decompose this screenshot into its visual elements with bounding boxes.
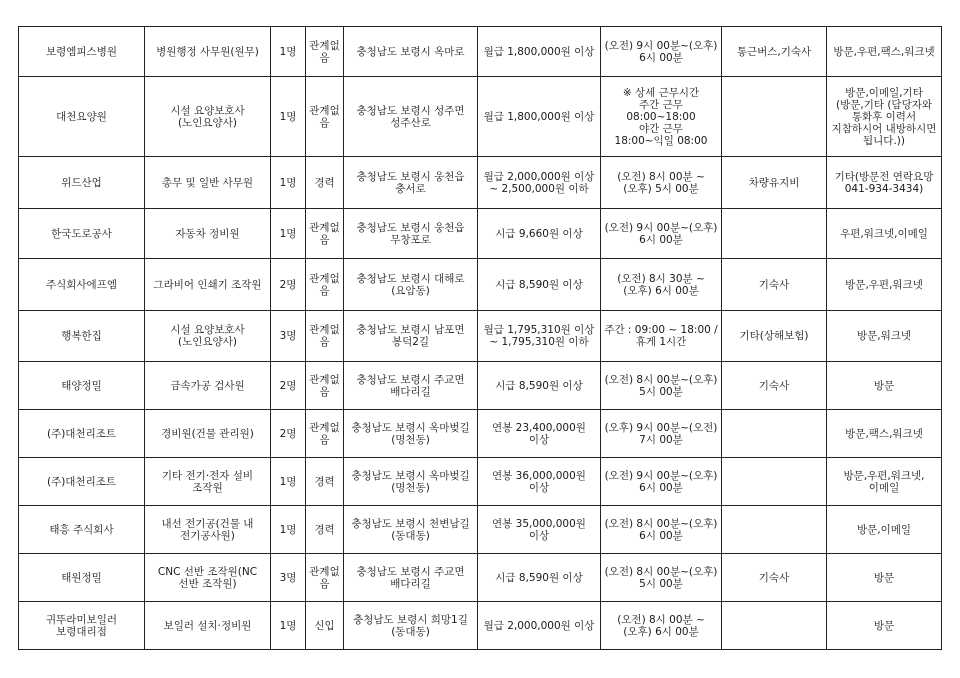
application-method-cell: 방문,이메일,기타 (방문,기타 (담당자와 통화후 이력서 지참하시어 내방하시면 됩니다.)) <box>827 77 942 157</box>
job-title-cell: 자동차 정비원 <box>145 209 271 259</box>
wage-cell: 월급 1,795,310원 이상 ~ 1,795,310원 이하 <box>478 311 601 362</box>
application-method-cell: 기타(방문전 연락요망 041-934-3434) <box>827 157 942 209</box>
application-method-cell: 우편,워크넷,이메일 <box>827 209 942 259</box>
table-row <box>19 77 942 157</box>
table-row <box>19 362 942 410</box>
job-title-cell: 시설 요양보호사(노인요양사) <box>145 311 271 362</box>
application-method-cell: 방문,우편,팩스,워크넷 <box>827 27 942 77</box>
experience-cell: 신입 <box>306 602 344 650</box>
working-hours-cell: (오전) 9시 00분~(오후) 6시 00분 <box>601 27 722 77</box>
headcount-cell: 2명 <box>271 410 306 458</box>
working-hours-cell: (오전) 8시 00분~(오후) 5시 00분 <box>601 554 722 602</box>
experience-cell: 관계없음 <box>306 259 344 311</box>
work-location-cell: 충청남도 보령시 웅천읍 충서로 <box>344 157 478 209</box>
application-method-cell: 방문,우편,워크넷, 이메일 <box>827 458 942 506</box>
headcount-cell: 1명 <box>271 209 306 259</box>
job-title-cell: 시설 요양보호사(노인요양사) <box>145 77 271 157</box>
job-title-cell: 기타 전기·전자 설비 조작원 <box>145 458 271 506</box>
headcount-cell: 3명 <box>271 311 306 362</box>
experience-cell: 관계없음 <box>306 77 344 157</box>
working-hours-cell: (오후) 9시 00분~(오전) 7시 00분 <box>601 410 722 458</box>
application-method-cell: 방문 <box>827 362 942 410</box>
wage-cell: 시급 8,590원 이상 <box>478 259 601 311</box>
application-method-cell: 방문,우편,워크넷 <box>827 259 942 311</box>
work-location-cell: 충청남도 보령시 주교면 배다리길 <box>344 554 478 602</box>
working-hours-cell: (오전) 8시 00분~(오후) 6시 00분 <box>601 506 722 554</box>
working-hours-cell: 주간 : 09:00 ~ 18:00 / 휴게 1시간 <box>601 311 722 362</box>
company-name-cell: 행복한집 <box>19 311 145 362</box>
company-name-cell: 보령엠피스병원 <box>19 27 145 77</box>
work-location-cell: 충청남도 보령시 남포면 봉덕2길 <box>344 311 478 362</box>
table-row <box>19 259 942 311</box>
company-name-cell: (주)대천리조트 <box>19 410 145 458</box>
job-title-cell: 그라비어 인쇄기 조작원 <box>145 259 271 311</box>
experience-cell: 경력 <box>306 458 344 506</box>
application-method-cell: 방문,팩스,워크넷 <box>827 410 942 458</box>
table-row <box>19 458 942 506</box>
wage-cell: 시급 9,660원 이상 <box>478 209 601 259</box>
company-name-cell: 대천요양원 <box>19 77 145 157</box>
application-method-cell: 방문,워크넷 <box>827 311 942 362</box>
table-row <box>19 209 942 259</box>
wage-cell: 연봉 35,000,000원 이상 <box>478 506 601 554</box>
experience-cell: 관계없음 <box>306 554 344 602</box>
experience-cell: 경력 <box>306 506 344 554</box>
application-method-cell: 방문,이메일 <box>827 506 942 554</box>
benefits-cell: 기숙사 <box>722 259 827 311</box>
working-hours-cell: ※ 상세 근무시간 주간 근무 08:00~18:00 야간 근무 18:00~익일 08:00 <box>601 77 722 157</box>
job-title-cell: 금속가공 검사원 <box>145 362 271 410</box>
company-name-cell: 주식회사에프엠 <box>19 259 145 311</box>
table-row <box>19 506 942 554</box>
wage-cell: 월급 1,800,000원 이상 <box>478 77 601 157</box>
benefits-cell <box>722 209 827 259</box>
table-row <box>19 311 942 362</box>
headcount-cell: 1명 <box>271 458 306 506</box>
working-hours-cell: (오전) 8시 30분 ~ (오후) 6시 00분 <box>601 259 722 311</box>
table-row <box>19 157 942 209</box>
working-hours-cell: (오전) 8시 00분 ~ (오후) 5시 00분 <box>601 157 722 209</box>
table-row <box>19 27 942 77</box>
headcount-cell: 2명 <box>271 362 306 410</box>
work-location-cell: 충청남도 보령시 옥마벚길 (명천동) <box>344 458 478 506</box>
company-name-cell: 태양정밀 <box>19 362 145 410</box>
wage-cell: 시급 8,590원 이상 <box>478 362 601 410</box>
table-row <box>19 554 942 602</box>
work-location-cell: 충청남도 보령시 옥마로 <box>344 27 478 77</box>
table-row <box>19 410 942 458</box>
headcount-cell: 3명 <box>271 554 306 602</box>
benefits-cell <box>722 602 827 650</box>
headcount-cell: 1명 <box>271 506 306 554</box>
experience-cell: 관계없음 <box>306 27 344 77</box>
wage-cell: 월급 2,000,000원 이상 <box>478 602 601 650</box>
work-location-cell: 충청남도 보령시 성주면 성주산로 <box>344 77 478 157</box>
work-location-cell: 충청남도 보령시 주교면 배다리길 <box>344 362 478 410</box>
wage-cell: 시급 8,590원 이상 <box>478 554 601 602</box>
work-location-cell: 충청남도 보령시 희망1길 (동대동) <box>344 602 478 650</box>
benefits-cell: 차량유지비 <box>722 157 827 209</box>
application-method-cell: 방문 <box>827 554 942 602</box>
company-name-cell: 태흥 주식회사 <box>19 506 145 554</box>
working-hours-cell: (오전) 9시 00분~(오후) 6시 00분 <box>601 458 722 506</box>
work-location-cell: 충청남도 보령시 웅천읍 무창포로 <box>344 209 478 259</box>
work-location-cell: 충청남도 보령시 천변남길 (동대동) <box>344 506 478 554</box>
working-hours-cell: (오전) 8시 00분 ~ (오후) 6시 00분 <box>601 602 722 650</box>
headcount-cell: 1명 <box>271 27 306 77</box>
wage-cell: 연봉 36,000,000원 이상 <box>478 458 601 506</box>
job-listings-table <box>18 26 942 650</box>
job-title-cell: 경비원(건물 관리원) <box>145 410 271 458</box>
company-name-cell: 귀뚜라미보일러 보령대리점 <box>19 602 145 650</box>
job-title-cell: CNC 선반 조작원(NC 선반 조작원) <box>145 554 271 602</box>
benefits-cell <box>722 458 827 506</box>
experience-cell: 관계없음 <box>306 410 344 458</box>
experience-cell: 관계없음 <box>306 362 344 410</box>
company-name-cell: 태원정밀 <box>19 554 145 602</box>
wage-cell: 월급 1,800,000원 이상 <box>478 27 601 77</box>
benefits-cell <box>722 506 827 554</box>
benefits-cell: 기숙사 <box>722 554 827 602</box>
wage-cell: 연봉 23,400,000원 이상 <box>478 410 601 458</box>
job-title-cell: 총무 및 일반 사무원 <box>145 157 271 209</box>
work-location-cell: 충청남도 보령시 대해로(요암동) <box>344 259 478 311</box>
work-location-cell: 충청남도 보령시 옥마벚길 (명천동) <box>344 410 478 458</box>
wage-cell: 월급 2,000,000원 이상 ~ 2,500,000원 이하 <box>478 157 601 209</box>
experience-cell: 관계없음 <box>306 311 344 362</box>
company-name-cell: 위드산업 <box>19 157 145 209</box>
table-row <box>19 602 942 650</box>
working-hours-cell: (오전) 9시 00분~(오후) 6시 00분 <box>601 209 722 259</box>
experience-cell: 경력 <box>306 157 344 209</box>
job-title-cell: 병원행정 사무원(원무) <box>145 27 271 77</box>
application-method-cell: 방문 <box>827 602 942 650</box>
headcount-cell: 2명 <box>271 259 306 311</box>
headcount-cell: 1명 <box>271 602 306 650</box>
benefits-cell: 통근버스,기숙사 <box>722 27 827 77</box>
working-hours-cell: (오전) 8시 00분~(오후) 5시 00분 <box>601 362 722 410</box>
company-name-cell: (주)대천리조트 <box>19 458 145 506</box>
job-title-cell: 내선 전기공(건물 내 전기공사원) <box>145 506 271 554</box>
headcount-cell: 1명 <box>271 157 306 209</box>
benefits-cell: 기타(상해보험) <box>722 311 827 362</box>
job-title-cell: 보일러 설치·정비원 <box>145 602 271 650</box>
benefits-cell: 기숙사 <box>722 362 827 410</box>
job-rows <box>19 27 942 650</box>
headcount-cell: 1명 <box>271 77 306 157</box>
benefits-cell <box>722 77 827 157</box>
benefits-cell <box>722 410 827 458</box>
company-name-cell: 한국도로공사 <box>19 209 145 259</box>
experience-cell: 관계없음 <box>306 209 344 259</box>
